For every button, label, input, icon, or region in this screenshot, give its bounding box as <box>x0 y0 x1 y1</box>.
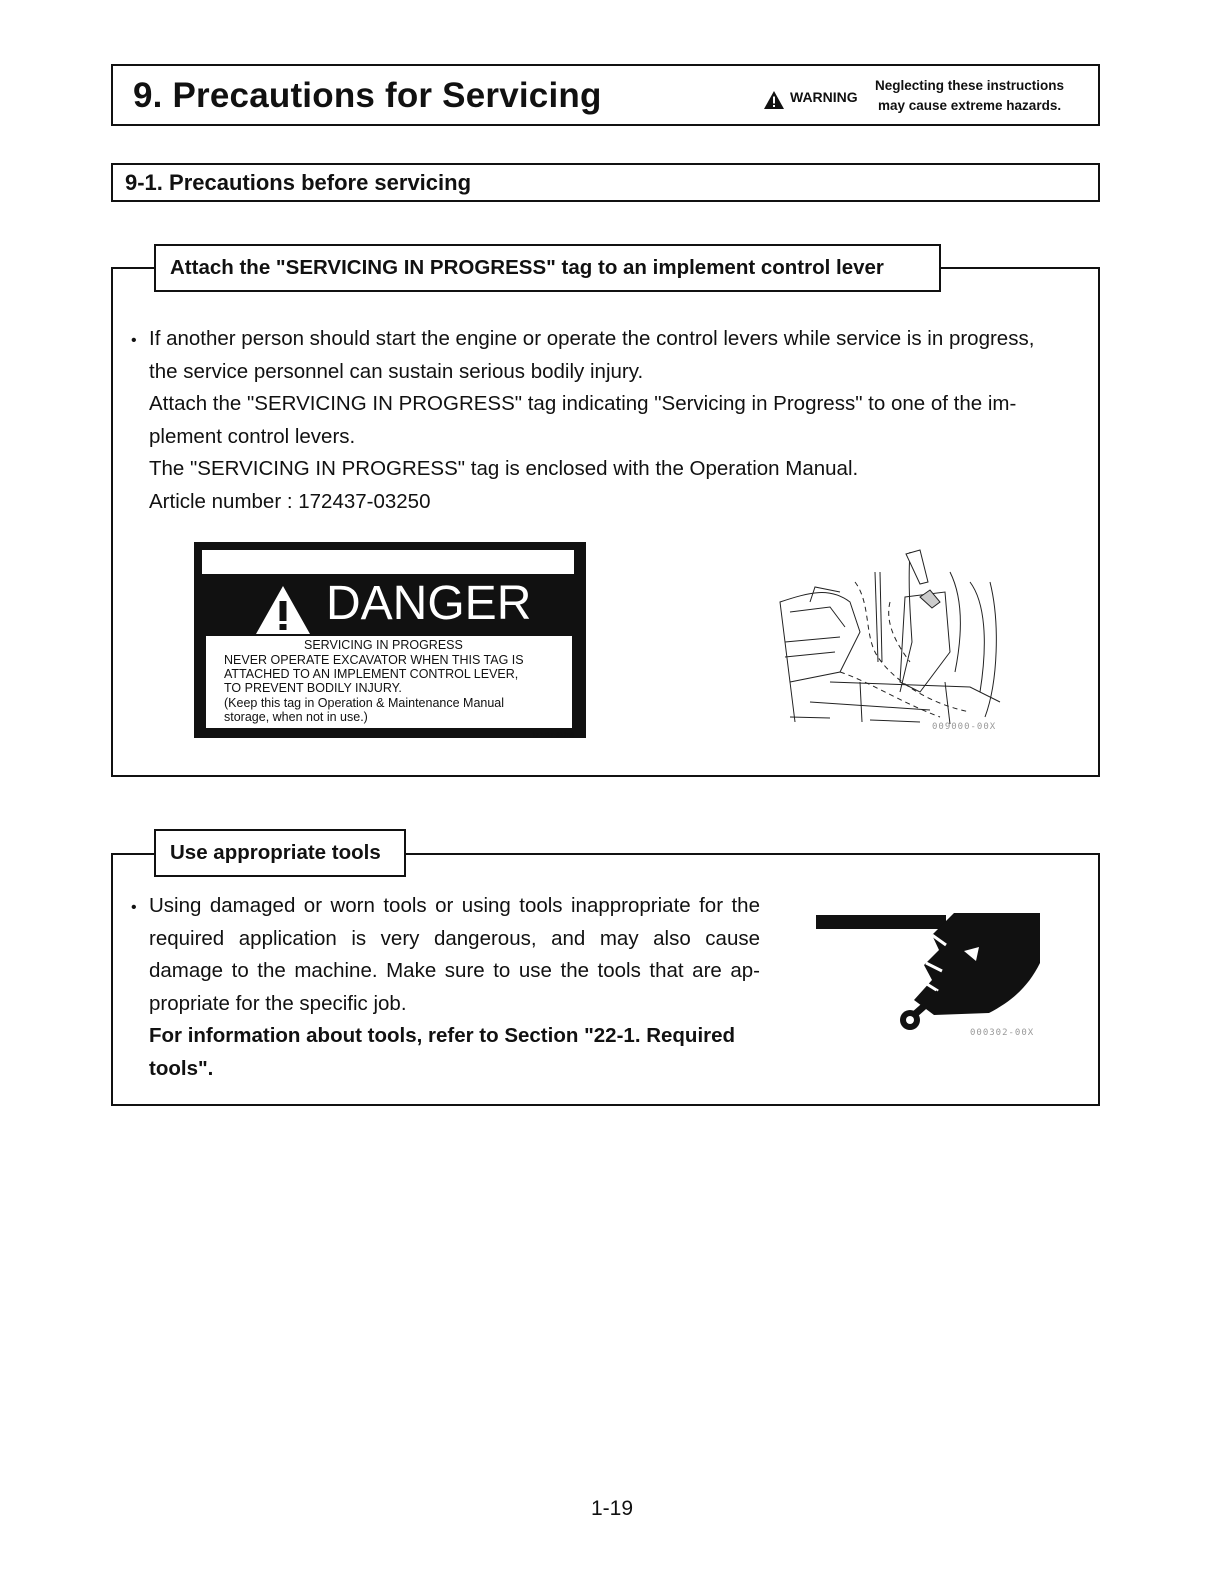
chapter-title: 9. Precautions for Servicing <box>133 76 602 115</box>
tag-line: TO PREVENT BODILY INJURY. <box>224 681 402 695</box>
tools-paragraph: Using damaged or worn tools or using tools inappropriate for the required application is very dangerous, and may also cause damage to the machine. Make sure to use the tools that are ap-propriate for the specific job. <box>149 894 760 1015</box>
warning-label: WARNING <box>790 89 858 105</box>
tag-line: ATTACHED TO AN IMPLEMENT CONTROL LEVER, <box>224 667 519 681</box>
figure-code: 000302-00X <box>970 1028 1035 1038</box>
control-lever-illustration <box>770 542 1010 738</box>
danger-heading: DANGER <box>326 577 532 630</box>
chapter-header <box>111 64 1100 126</box>
warning-line-1: Neglecting these instructions <box>875 78 1065 93</box>
servicing-tag-text <box>131 323 1084 519</box>
tag-text-panel <box>206 636 572 728</box>
article-number: Article number : 172437-03250 <box>149 489 431 513</box>
warning-line-2: may cause extreme hazards. <box>877 98 1062 113</box>
tools-reference: For information about tools, refer to Section "22-1. Required tools". <box>149 1024 736 1080</box>
text-line: The "SERVICING IN PROGRESS" tag is enclosed with the Operation Manual. <box>149 457 859 481</box>
text-line: If another person should start the engine or operate the control levers while service is in progress, <box>149 327 1035 350</box>
figure-code: 009000-00X <box>932 722 997 732</box>
tag-line: NEVER OPERATE EXCAVATOR WHEN THIS TAG IS <box>224 653 524 667</box>
section-header <box>111 163 1100 202</box>
tag-line: (Keep this tag in Operation & Maintenance Manual <box>224 696 505 710</box>
danger-tag-figure <box>194 542 586 738</box>
bullet-icon: • <box>131 899 137 916</box>
tag-top-bar <box>202 550 574 574</box>
section-title: 9-1. Precautions before servicing <box>125 170 472 195</box>
gloved-hand-wrench-illustration <box>814 905 1044 1045</box>
warning-text <box>875 76 1064 116</box>
danger-triangle-icon <box>254 584 312 636</box>
servicing-tag-heading: Attach the "SERVICING IN PROGRESS" tag to an implement control lever <box>154 244 941 292</box>
warning-triangle-icon <box>763 90 785 110</box>
text-line: Attach the "SERVICING IN PROGRESS" tag indicating "Servicing in Progress" to one of the im- <box>149 392 1017 416</box>
bullet-icon: • <box>131 332 137 349</box>
text-line: the service personnel can sustain serious bodily injury. <box>149 359 644 383</box>
tag-line: SERVICING IN PROGRESS <box>304 638 463 652</box>
tag-article-number: 172437-03250 <box>532 732 574 739</box>
text-line: plement control levers. <box>149 424 356 448</box>
page-number: 1-19 <box>590 1497 634 1520</box>
tools-text <box>131 890 760 1086</box>
tag-line: storage, when not in use.) <box>224 710 368 724</box>
tools-heading: Use appropriate tools <box>154 829 406 877</box>
